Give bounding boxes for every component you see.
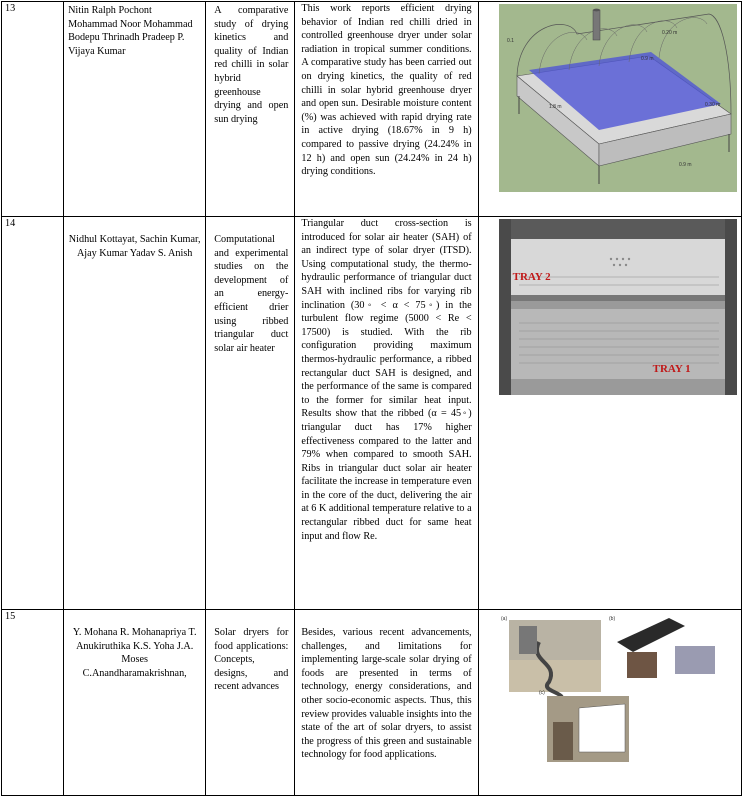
row-number: 14 — [2, 217, 64, 610]
dim-label: 1.8 m — [548, 104, 562, 110]
paper-title: Solar dryers for food applications: Concepts, designs, and recent advances — [214, 627, 289, 693]
abstract-cell — [295, 610, 478, 796]
figure-cell — [478, 217, 741, 610]
table-row — [2, 2, 742, 217]
literature-table — [1, 1, 742, 796]
title-cell — [206, 610, 295, 796]
authors-cell — [64, 610, 206, 796]
abstract-cell — [295, 217, 478, 610]
dim-label: 0.1 — [506, 38, 514, 44]
authors-cell — [64, 2, 206, 217]
panel-label: (b) — [608, 616, 615, 622]
table-row — [2, 217, 742, 610]
row-number: 13 — [2, 2, 64, 217]
figure-cell — [478, 2, 741, 217]
dryer-trays-drawing — [499, 219, 737, 395]
authors-cell — [64, 217, 206, 610]
table-row — [2, 610, 742, 796]
abstract-text: Triangular duct cross-section is introduced for solar air heater (SAH) of an indirect type of solar dryer (ITSD). Using computational study, the thermo-hydraulic performance of triangular duct SAH with inclined ribs for varying rib inclination (30◦ < α < 75◦) in the turbulent flow regime (5000 < Re < 17500) is studied. With the rib configuration providing maximum thermos-hydraulic performance, a ribbed rectangular duct SAH is designed, and the performance of the same is compared to the former for similar heat input. Results show that the ribbed (α = 45◦) triangular duct has 17% higher effectiveness compared to the latter and 79% when compared to smooth SAH. Ribs in triangular duct solar air heater facilitate the increase in temperature even in the core of the duct, delivering the air at 6 K additional temperature relative to a rectangular ribbed duct for same heat input and flow Re. — [301, 218, 472, 542]
panel-label: (a) — [500, 616, 507, 622]
authors-text: Nitin Ralph Pochont Mohammad Noor Mohammad Bodepu Thrinadh Pradeep P. Vijaya Kumar — [68, 5, 193, 57]
paper-title: Computational and experimental studies on the development of an energy-efficient drier using ribbed triangular duct solar air heater — [214, 234, 289, 354]
tray-1-label: TRAY 1 — [652, 363, 691, 375]
dryer-trays-photo — [499, 219, 737, 395]
title-cell — [206, 217, 295, 610]
dim-label: 0.9 m — [678, 162, 692, 168]
dim-label: 0.20 m — [661, 30, 677, 36]
authors-text: Y. Mohana R. Mohanapriya T. Anukiruthika K.S. Yoha J.A. Moses C.Anandharamakrishnan, — [72, 627, 197, 679]
abstract-text: This work reports efficient drying behavior of Indian red chilli dried in controlled greenhouse dryer under solar radiation in tropical summer conditions. A comparative study has been carried out on drying kinetics, the quality of red chilli in solar hybrid greenhouse dryer and open sun. Desirable moisture content (%) was achieved with rapid drying rate in active drying (18.67% in 9 h) compared to passive drying (24.24% in 12 h) and open sun (24.24% in 24 h) drying conditions. — [301, 3, 472, 178]
authors-text: Nidhul Kottayat, Sachin Kumar, Ajay Kumar Yadav S. Anish — [68, 234, 201, 259]
panel-label: (c) — [538, 690, 545, 696]
figure-cell — [478, 610, 741, 796]
abstract-cell — [295, 2, 478, 217]
row-number: 15 — [2, 610, 64, 796]
dim-label: 0.9 m — [640, 56, 654, 62]
tray-2-label: TRAY 2 — [512, 271, 551, 283]
greenhouse-dryer-drawing — [499, 4, 737, 192]
abstract-text: Besides, various recent advancements, challenges, and limitations for implementing large-scale solar drying of foods are presented in terms of technology, energy considerations, and other socio-economic aspects. Thus, this review provides valuable insights into the state of the art of solar dryers, to assist the progress of this green and sustainable technology for food applications. — [301, 627, 472, 761]
dim-label: 0.30 m — [704, 102, 720, 108]
paper-title: A comparative study of drying kinetics and quality of Indian red chilli in solar hybrid greenhouse drying and open sun drying — [214, 5, 289, 125]
greenhouse-dryer-figure — [499, 4, 737, 192]
solar-dryers-drawing — [499, 612, 737, 766]
title-cell — [206, 2, 295, 217]
solar-dryers-figure — [499, 612, 737, 766]
